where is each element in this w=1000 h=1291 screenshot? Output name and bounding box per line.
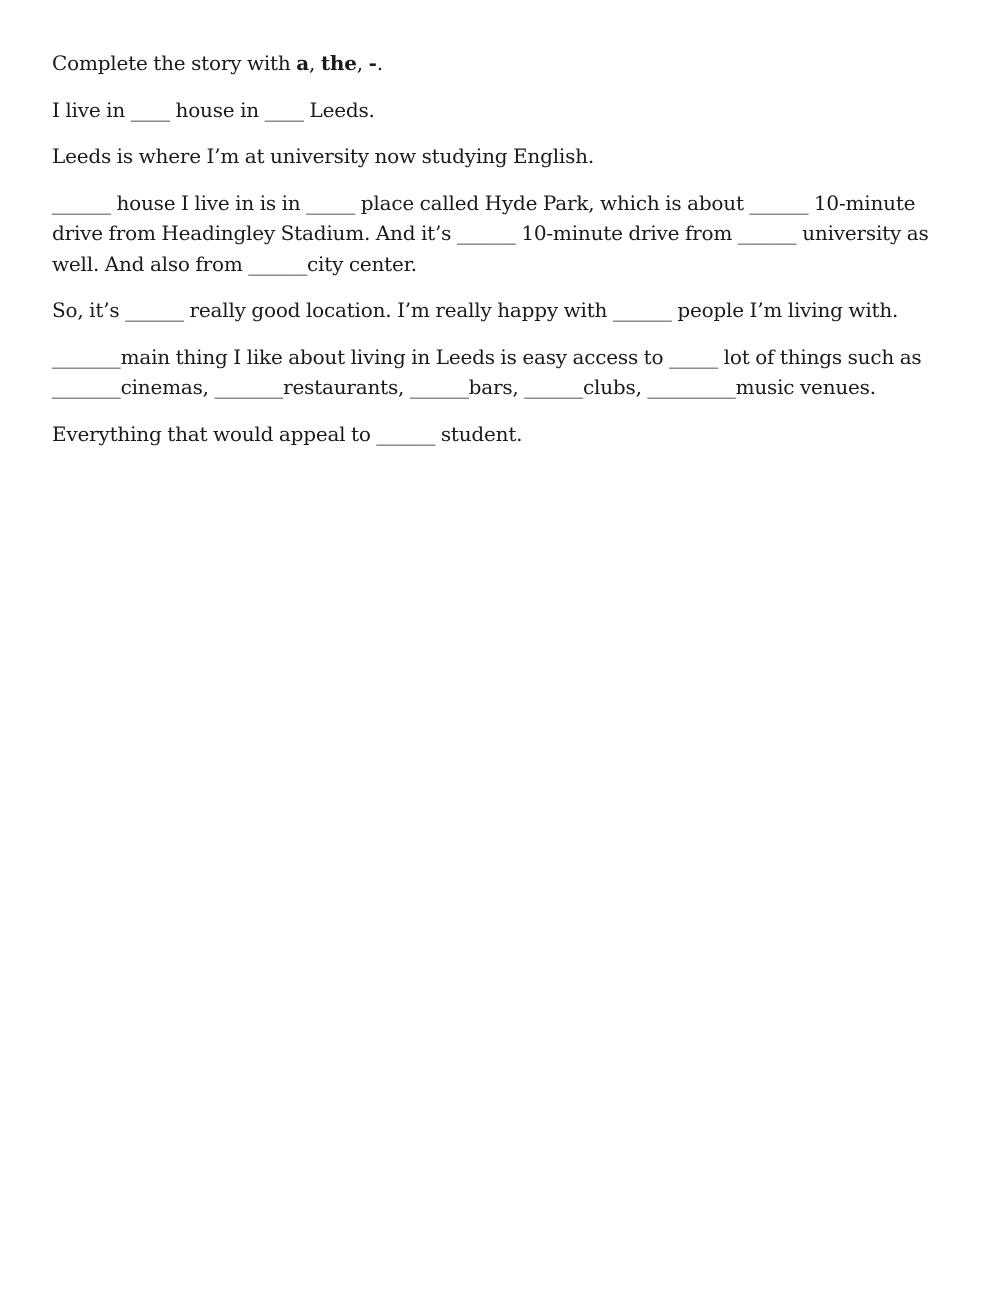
instruction-prefix: Complete the story with (52, 51, 297, 75)
story-paragraph-1: I live in ____ house in ____ Leeds. (52, 97, 375, 122)
worksheet (52, 48, 952, 465)
separator: , (356, 51, 369, 75)
story-paragraph-5: _______main thing I like about living in Leeds is easy access to _____ lot of things such as _______cinemas, _______restaurants, ______bars, ______clubs, _________music venues. (52, 344, 922, 399)
option-the: the (320, 51, 357, 75)
option-dash: - (368, 51, 377, 75)
story-paragraph-6: Everything that would appeal to ______ student. (52, 421, 523, 446)
story-paragraph-4: So, it’s ______ really good location. I’m really happy with ______ people I’m living with. (52, 298, 899, 322)
instruction (52, 48, 952, 79)
option-a: a (296, 51, 310, 75)
instruction-end: . (376, 51, 383, 75)
story-paragraph-2: Leeds is where I’m at university now studying English. (52, 144, 594, 168)
story-paragraph-3: ______ house I live in is in _____ place called Hyde Park, which is about ______ 10-minute drive from Headingley Stadium. And it’s ______ 10-minute drive from ______ university as well. And also from ______city center. (52, 190, 929, 276)
separator: , (309, 51, 321, 75)
